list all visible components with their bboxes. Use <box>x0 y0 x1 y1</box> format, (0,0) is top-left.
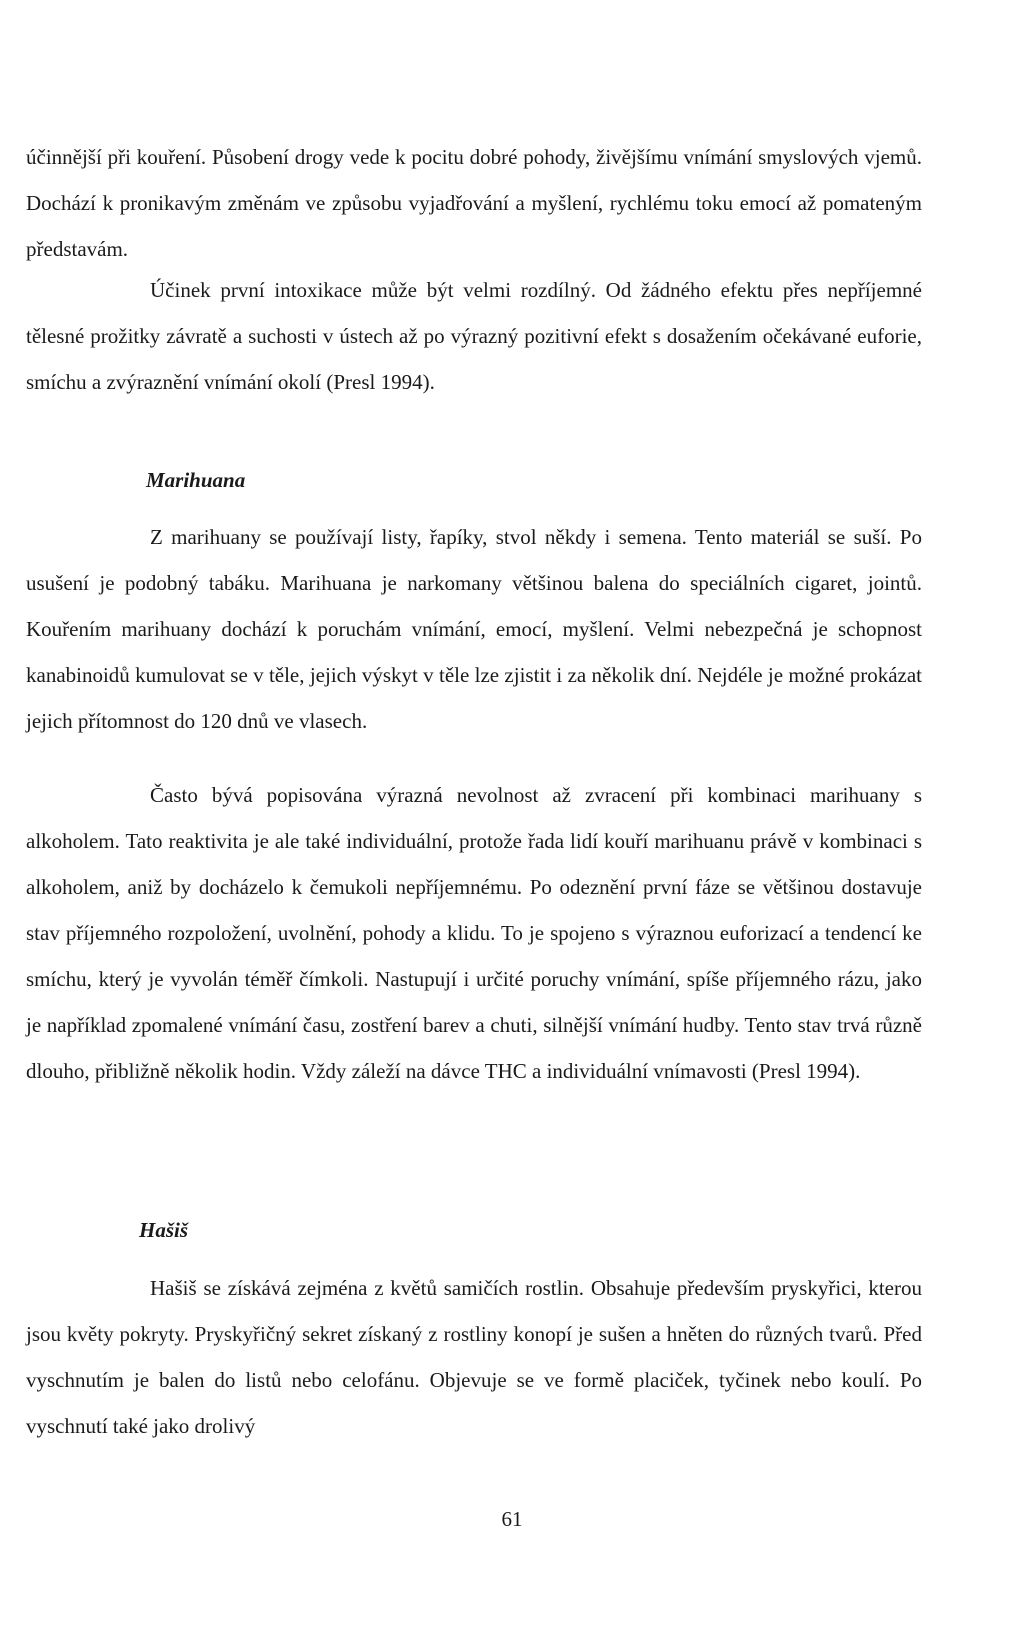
page-number: 61 <box>501 1507 523 1531</box>
section-heading-hasis: Hašiš <box>139 1218 189 1242</box>
paragraph-intro-effects: účinnější při kouření. Působení drogy vede k pocitu dobré pohody, živějšímu vnímání smyslových vjemů. Dochází k pronikavým změnám ve způsobu vyjadřování a myšlení, rychlému toku emocí až pomateným představám. <box>26 145 922 261</box>
paragraph-marihuana-alcohol: Často bývá popisována výrazná nevolnost až zvracení při kombinaci marihuany s alkoholem. Tato reaktivita je ale také individuální, protože řada lidí kouří marihuanu právě v kombinaci s alkoholem, aniž by docházelo k čemukoli nepříjemnému. Po odeznění první fáze se většinou dostavuje stav příjemného rozpoložení, uvolnění, pohody a klidu. To je spojeno s výraznou euforizací a tendencí ke smíchu, který je vyvolán téměř čímkoli. Nastupují i určité poruchy vnímání, spíše příjemného rázu, jako je například zpomalené vnímání času, zostření barev a chuti, silnější vnímání hudby. Tento stav trvá různě dlouho, přibližně několik hodin. Vždy záleží na dávce THC a individuální vnímavosti (Presl 1994). <box>26 783 922 1083</box>
paragraph-hasis-description: Hašiš se získává zejména z květů samičích rostlin. Obsahuje především pryskyřici, kterou jsou květy pokryty. Pryskyřičný sekret získaný z rostliny konopí je sušen a hněten do různých tvarů. Před vyschnutím je balen do listů nebo celofánu. Objevuje se ve formě placiček, tyčinek nebo koulí. Po vyschnutí také jako drolivý <box>26 1276 922 1438</box>
paragraph-first-intoxication: Účinek první intoxikace může být velmi rozdílný. Od žádného efektu přes nepříjemné tělesné prožitky závratě a suchosti v ústech až po výrazný pozitivní efekt s dosažením očekávané euforie, smíchu a zvýraznění vnímání okolí (Presl 1994). <box>26 278 922 394</box>
paragraph-marihuana-description: Z marihuany se používají listy, řapíky, stvol někdy i semena. Tento materiál se suší. Po usušení je podobný tabáku. Marihuana je narkomany většinou balena do speciálních cigaret, jointů. Kouřením marihuany dochází k poruchám vnímání, emocí, myšlení. Velmi nebezpečná je schopnost kanabinoidů kumulovat se v těle, jejich výskyt v těle lze zjistit i za několik dní. Nejdéle je možné prokázat jejich přítomnost do 120 dnů ve vlasech. <box>26 525 922 733</box>
section-heading-marihuana: Marihuana <box>146 468 246 492</box>
